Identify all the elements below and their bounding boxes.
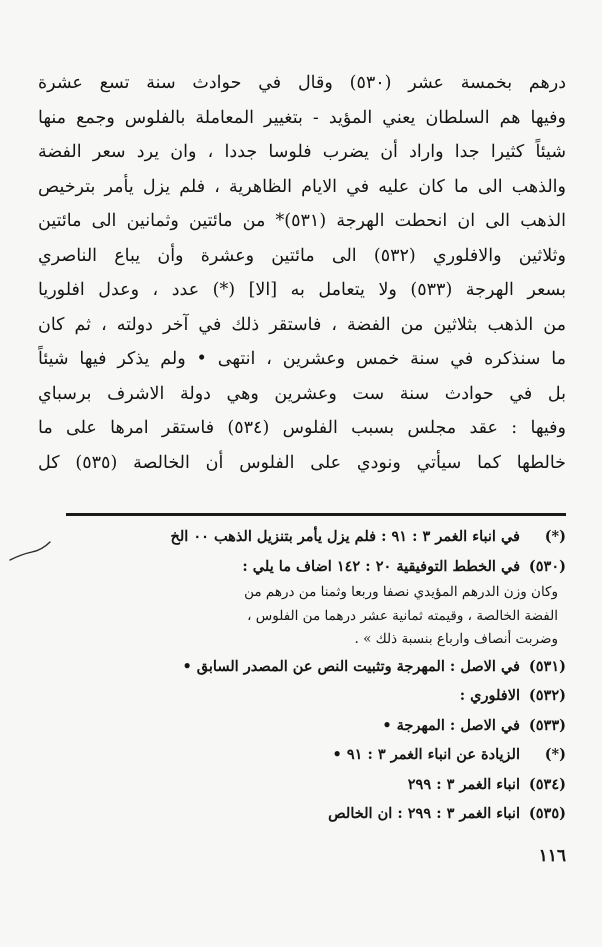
text-line: من الذهب بثلاثين من الفضة ، فاستقر ذلك في آخر دولته ، ثم كان (38, 314, 566, 335)
footnote-number: (٥٣٥) (528, 805, 566, 822)
footnote-number: (٥٣٠) (528, 557, 566, 575)
footnote-text: وكان وزن الدرهم المؤيدي نصفا وربعا وثمنا من درهم من (244, 584, 558, 600)
text-line: وثلاثين والافلوري (٥٣٢) الى مائتين وعشرة وأن يباع الناصري (38, 245, 566, 266)
footnote (36, 522, 566, 552)
footnote (36, 711, 566, 741)
footnote-number: (٥٣١) (528, 657, 566, 675)
text-line: شيئاً كثيرا جدا واراد أن يضرب فلوسا جددا ، وان يرد سعر الفضة (38, 142, 566, 162)
page-number: ١١٦ (538, 846, 566, 866)
footnote-text: في الخطط التوفيقية ٢٠ : ١٤٢ اضاف ما يلي : (242, 557, 520, 575)
main-text-block (38, 66, 566, 480)
footnote-text: انباء الغمر ٣ : ٢٩٩ : ان الخالص (328, 805, 520, 822)
footnote (36, 770, 566, 800)
text-line: بسعر الهرجة (٥٣٣) ولا يتعامل به [الا] (*) عدد ، وعدل افلوريا (38, 280, 566, 300)
text-line: والذهب الى ما كان عليه في الايام الظاهرية ، فلم يزل يأمر بترخيص (38, 176, 566, 197)
footnote-text: وضربت أنصاف وارباع بنسبة ذلك » . (354, 631, 558, 647)
footnote (36, 681, 566, 711)
footnote-number: (*) (544, 528, 566, 545)
footnote-text: في انباء الغمر ٣ : ٩١ : فلم يزل يأمر بتنزيل الذهب ٠٠ الخ (170, 528, 520, 545)
footnote-text: الافلوري : (459, 687, 520, 704)
footnote (36, 652, 566, 682)
footnote (36, 799, 566, 829)
footnote-continuation (36, 581, 566, 605)
footnote-text: انباء الغمر ٣ : ٢٩٩ (407, 775, 520, 793)
footnote-number: (٥٣٤) (528, 775, 566, 793)
text-line: بل في حوادث سنة ست وعشرين وهي دولة الاشرف برسباي (38, 383, 566, 404)
footnote-number: (٥٣٢) (528, 687, 566, 704)
footnote (36, 552, 566, 582)
text-line: وفيها هم السلطان يعني المؤيد - بتغيير المعاملة بالفلوس وجمع منها (38, 107, 566, 128)
footnote (36, 740, 566, 770)
footnote-number: (٥٣٣) (528, 716, 566, 734)
footnote-continuation (36, 605, 566, 629)
footnote-number: (*) (544, 746, 566, 763)
text-line: وفيها : عقد مجلس بسبب الفلوس (٥٣٤) فاستقر امرها على ما (38, 418, 566, 438)
text-line: ما سنذكره في سنة خمس وعشرين ، انتهى • ولم يذكر فيها شيئاً (38, 349, 566, 369)
footnote-divider (66, 513, 566, 516)
footnote-text: الفضة الخالصة ، وقيمته ثمانية عشر درهما من الفلوس ، (247, 607, 558, 624)
text-line: درهم بخمسة عشر (٥٣٠) وقال في حوادث سنة تسع عشرة (38, 73, 566, 93)
text-line: خالطها كما سيأتي ونودي على الفلوس أن الخالصة (٥٣٥) كل (38, 452, 566, 473)
footnote-text: في الاصل : المهرجة وتثبيت النص عن المصدر السابق • (182, 657, 520, 675)
footnote-text: الزيادة عن انباء الغمر ٣ : ٩١ • (332, 746, 520, 763)
footnote-text: في الاصل : المهرجة • (382, 716, 520, 734)
footnote-continuation (36, 628, 566, 652)
text-line: الذهب الى ان انحطت الهرجة (٥٣١)* من مائتين وثمانين الى مائتين (38, 211, 566, 231)
footnotes-block (36, 522, 566, 829)
